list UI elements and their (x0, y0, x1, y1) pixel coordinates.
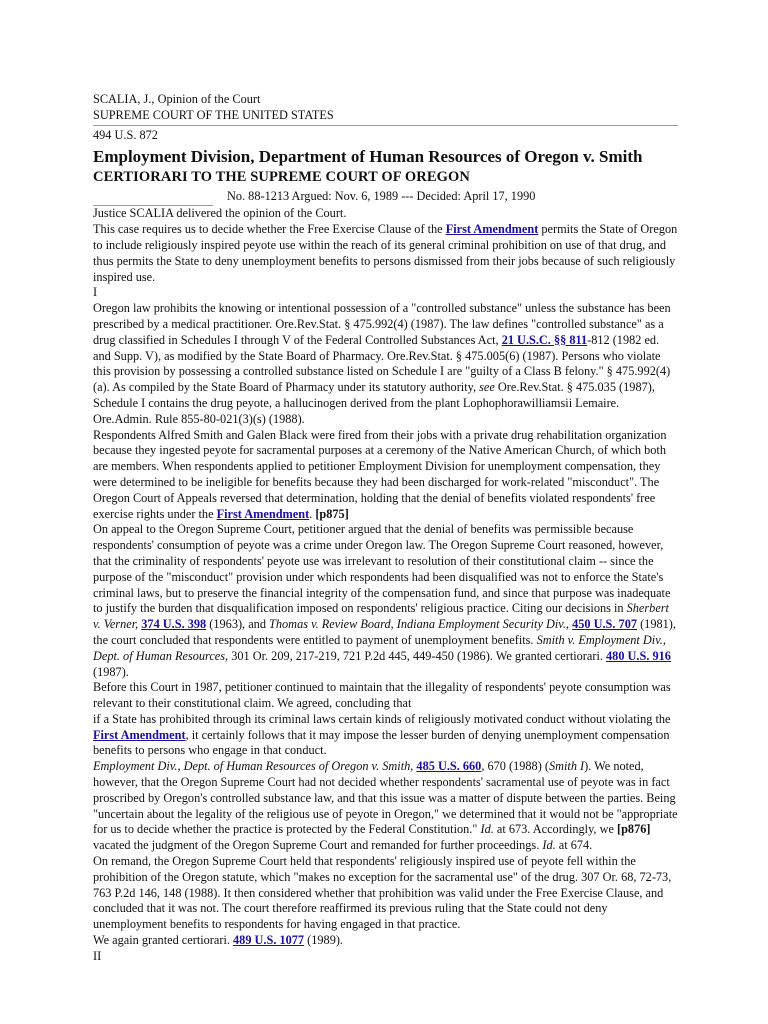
text-run: (1987). (93, 664, 129, 679)
opinion-intro: Justice SCALIA delivered the opinion of the Court. (93, 206, 347, 221)
text-run: 301 Or. 209, 217-219, 721 P.2d 445, 449-450 (1986). We granted certiorari. (228, 648, 607, 663)
485-us-660-link[interactable]: 485 U.S. 660 (416, 759, 482, 774)
480-us-916-link[interactable]: 480 U.S. 916 (606, 648, 671, 663)
text-run: (1981), the court concluded that respondents were entitled to payment of unemployment benefits. (93, 617, 676, 647)
text-run: Respondents Alfred Smith and Galen Black were fired from their jobs with a private drug rehabilitation organization because they ingested peyote for sacramental purposes at a ceremony of the Native American Church, of which both are members. When respondents applied to petitioner Employment Division for unemployment compensation, they were determined to be ineligible for benefits because they had been discharged for work-related "misconduct". The Oregon Court of Appeals reversed that determination, holding that the denial of benefits violated respondents' free exercise rights under the (93, 427, 667, 521)
case-name-smith-i: Employment Div., Dept. of Human Resources of Oregon v. Smith, (93, 759, 414, 774)
text-run: We again granted certiorari. (93, 933, 234, 948)
text-run: , it certainly follows that it may impose the lesser burden of denying unemployment compensation benefits to persons who engage in that conduct. (93, 727, 670, 758)
paragraph-2 (93, 301, 678, 427)
text-run: (1989). (304, 933, 344, 948)
short-name-smith-i: Smith I (548, 759, 585, 774)
paragraph-6 (93, 759, 678, 854)
id-signal: Id. (480, 822, 494, 837)
374-us-398-link[interactable]: 374 U.S. 398 (141, 617, 207, 632)
text-run: , 670 (1988) ( (481, 759, 549, 774)
text-run: . (309, 506, 316, 521)
text-run: -812 (1982 ed. and Supp. V), as modified by the State Board of Pharmacy. Ore.Rev.Stat. § 475.005(6) (1987). Persons who violate this provision by possessing a controlled substance listed on Schedule I are "guilty of a Class B felony." § 475.992(4)(a). As compiled by the State Board of Pharmacy under its statutory authority, (93, 332, 671, 395)
see-signal: see (479, 380, 495, 395)
case-title: Employment Division, Department of Human Resources of Oregon v. Smith (93, 147, 643, 167)
first-amendment-link[interactable]: First Amendment (93, 727, 186, 742)
opinion-author-line: SCALIA, J., Opinion of the Court (93, 92, 261, 106)
paragraph-1 (93, 222, 678, 285)
text-run: Ore.Rev.Stat. § 475.035 (1987), Schedule I contains the drug peyote, a hallucinogen derived from the plant Lophophorawilliamsii Lemaire. Ore.Admin. Rule 855-80-021(3)(s) (1988). (93, 380, 655, 426)
docket-row (93, 189, 678, 206)
text-run: at 674. (555, 838, 593, 853)
text-run: (1963), and (206, 617, 270, 632)
paragraph-5: Before this Court in 1987, petitioner continued to maintain that the illegality of respondents' peyote consumption was relevant to their constitutional claim. We agreed, concluding that (93, 680, 671, 711)
text-run: On appeal to the Oregon Supreme Court, petitioner argued that the denial of benefits was permissible because respondents' consumption of peyote was a crime under Oregon law. The Oregon Supreme Court reasoned, however, that the criminality of respondents' peyote use was irrelevant to resolution of their constitutional claim -- since the purpose of the "misconduct" provision under which respondents had been disqualified was not to enforce the State's criminal laws, but to preserve the financial integrity of the compensation fund, and since that purpose was inadequate to justify the burden that disqualification imposed on respondents' religious practice. Citing our decisions in (93, 522, 671, 616)
opinion-body (93, 92, 678, 965)
case-name-thomas: Thomas v. Review Board, Indiana Employment Security Div., (269, 617, 569, 632)
text-run: ). We noted, however, that the Oregon Supreme Court had not decided whether respondents' sacramental use of peyote was in fact proscribed by Oregon's controlled substance law, and that this issue was a matter of dispute between the parties. Being "uncertain about the legality of the religious use of peyote in Oregon," we determined that it would not be "appropriate for us to decide whether the practice is protected by the Federal Constitution." (93, 759, 678, 837)
text-run: permits the State of Oregon to include religiously inspired peyote use within the reach of its general criminal prohibition on use of that drug, and thus permits the State to deny unemployment benefits to persons dismissed from their jobs because of such religiously inspired use. (93, 222, 678, 284)
id-signal: Id. (542, 838, 556, 853)
text-run: Oregon law prohibits the knowing or intentional possession of a "controlled substance" unless the substance has been prescribed by a medical practitioner. Ore.Rev.Stat. § 475.992(4) (1987). The law defines "controlled substance" as a drug classified in Schedules I through V of the Federal Controlled Substances Act, (93, 301, 671, 347)
docket-info: No. 88-1213 Argued: Nov. 6, 1989 --- Decided: April 17, 1990 (227, 189, 536, 204)
paragraph-7: On remand, the Oregon Supreme Court held that respondents' religiously inspired use of peyote fell within the prohibition of the Oregon statute, which "makes no exception for the sacramental use" of the drug. 307 Or. 68, 72-73, 763 P.2d 146, 148 (1988). It then considered whether that prohibition was valid under the Free Exercise Clause, and concluded that it was not. The court therefore reaffirmed its previous ruling that the State could not deny unemployment benefits to respondents for having engaged in that practice. (93, 854, 672, 932)
paragraph-3 (93, 428, 678, 523)
page-marker-875: [p875] (315, 506, 349, 521)
case-subtitle: CERTIORARI TO THE SUPREME COURT OF OREGON (93, 169, 470, 186)
section-heading-ii: II (93, 948, 102, 963)
usc-811-link[interactable]: 21 U.S.C. §§ 811 (501, 332, 588, 347)
page-marker-876: [p876] (616, 822, 651, 837)
block-quote (93, 712, 678, 759)
case-citation: 494 U.S. 872 (93, 127, 158, 142)
450-us-707-link[interactable]: 450 U.S. 707 (572, 617, 637, 632)
court-name: SUPREME COURT OF THE UNITED STATES (93, 107, 334, 122)
case-name-sherbert: Sherbert v. Verner, (93, 601, 669, 632)
text-run: vacated the judgment of the Oregon Supreme Court and remanded for further proceedings. (93, 838, 543, 853)
text-run: if a State has prohibited through its criminal laws certain kinds of religiously motivated conduct without violating the (93, 711, 671, 726)
paragraph-4 (93, 522, 678, 680)
text-run: This case requires us to decide whether the Free Exercise Clause of the (93, 222, 446, 237)
header-divider (93, 125, 678, 126)
first-amendment-link[interactable]: First Amendment (445, 222, 539, 237)
paragraph-8 (93, 933, 678, 949)
section-heading-i: I (93, 285, 98, 300)
case-name-smith: Smith v. Employment Div., Dept. of Human Resources, (93, 632, 666, 663)
489-us-1077-link[interactable]: 489 U.S. 1077 (233, 933, 305, 948)
first-amendment-link[interactable]: First Amendment (216, 506, 310, 521)
text-run: at 673. Accordingly, we (493, 822, 617, 837)
